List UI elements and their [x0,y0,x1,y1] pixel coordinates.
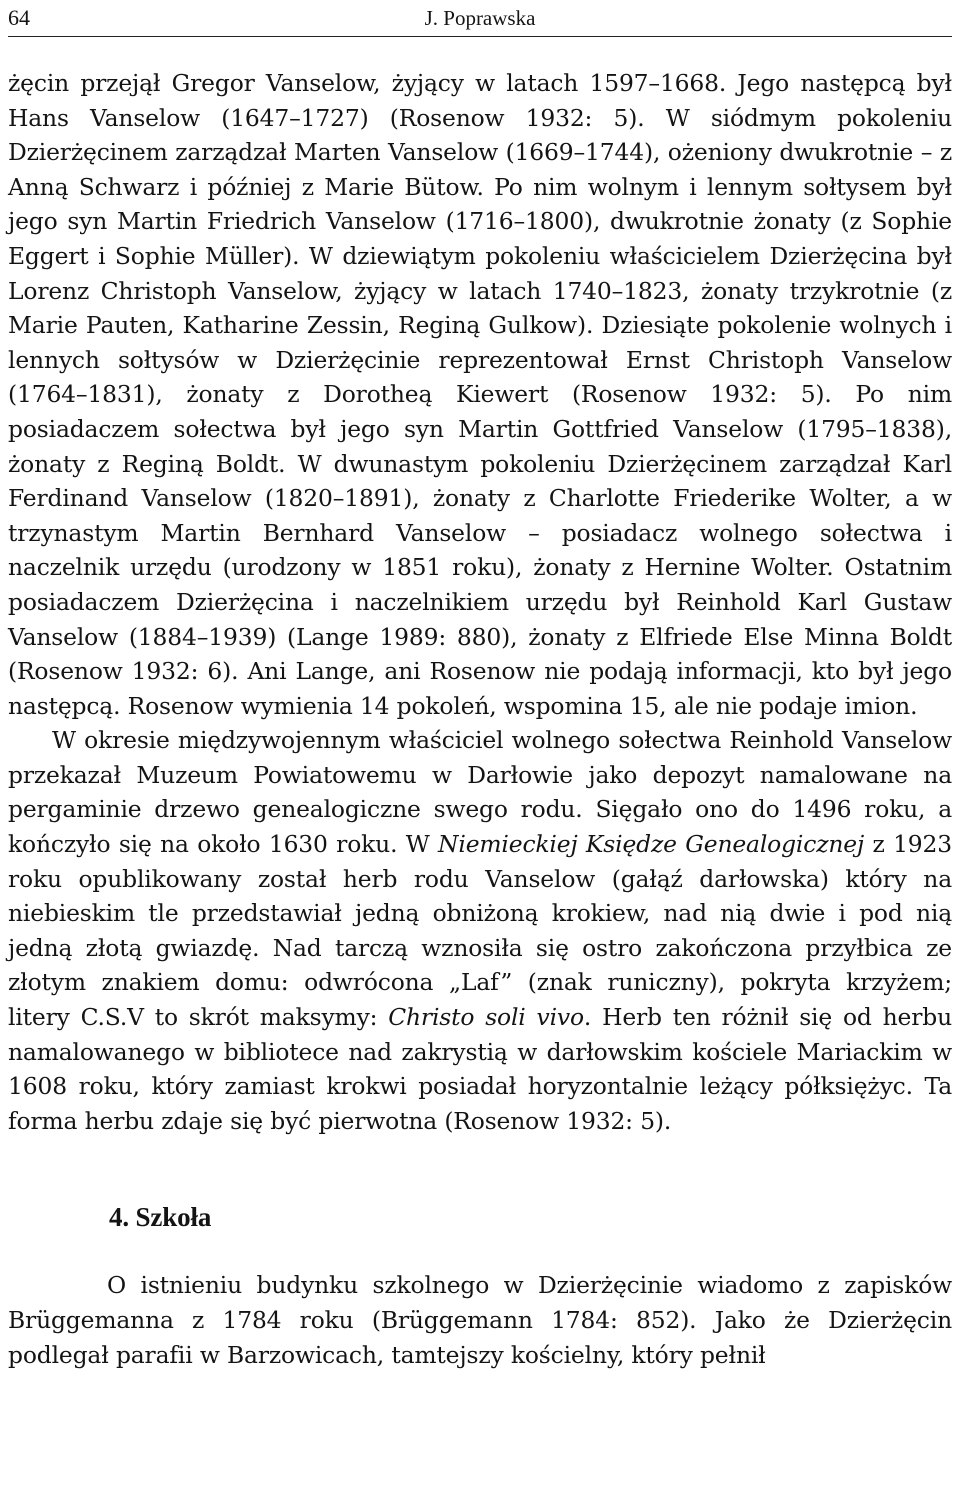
paragraph-genealogy-text: żęcin przejął Gregor Vanselow, żyjący w latach 1597–1668. Jego następcą był Hans Vanselow (1647–1727) (Rosenow 1932: 5). W siódmym pokoleniu Dzierżęcinem zarządzał Marten Vanselow (1669–1744), ożeniony dwukrotnie – z Anną Schwarz i później z Marie Bütow. Po nim wolnym i lennym sołtysem był jego syn Martin Friedrich Vanselow (1716–1800), dwukrotnie żonaty (z Sophie Eggert i Sophie Müller). W dziewiątym pokoleniu właścicielem Dzierżęcina był Lorenz Christoph Vanselow, żyjący w latach 1740–1823, żonaty trzykrotnie (z Marie Pauten, Katharine Zessin, Reginą Gulkow). Dziesiąte pokolenie wolnych i lennych sołtysów w Dzierżęcinie reprezentował Ernst Christoph Vanselow (1764–1831), żonaty z Dorotheą Kiewert (Rosenow 1932: 5). Po nim posiadaczem sołectwa był jego syn Martin Gottfried Vanselow (1795–1838), żonaty z Reginą Boldt. W dwunastym pokoleniu Dzierżęcinem zarządzał Karl Ferdinand Vanselow (1820–1891), żonaty z Charlotte Friederike Wolter, a w trzynastym Martin Bernhard Vanselow – posiadacz wolnego sołectwa i naczelnik urzędu (urodzony w 1851 roku), żonaty z Hernine Wolter. Ostatnim posiadaczem Dzierżęcina i naczelnikiem urzędu był Reinhold Karl Gustaw Vanselow (1884–1939) (Lange 1989: 880), żonaty z Elfriede Else Minna Boldt (Rosenow 1932: 6). Ani Lange, ani Rosenow nie podają informacji, kto był jego następcą. Rosenow wymienia 14 pokoleń, wspomina 15, ale nie podaje imion. [8,69,952,720]
motto-italic: Christo soli vivo [388,1003,584,1032]
page-number: 64 [8,5,30,30]
section-paragraph-text: O istnieniu budynku szkolnego w Dzierżęcinie wiadomo z zapisków Brüggemanna z 1784 roku (Brüggemann 1784: 852). Jako że Dzierżęcin podlegał parafii w Barzowicach, tamtejszy kościelny, który pełnił [8,1271,952,1369]
book-title-italic: Niemieckiej Księdze Genealogicznej [438,830,865,859]
paragraph-coat-of-arms-text-1: W okresie międzywojennym właściciel wolnego sołectwa Reinhold Vanselow przekazał Muzeum Powiatowemu w Darłowie jako depozyt namalowane na pergaminie drzewo genealogiczne swego rodu. Sięgało ono do 1496 roku, a kończyło się na około 1630 roku. W [8,726,952,859]
page-header [8,0,952,37]
paragraph-coat-of-arms-text-2: z 1923 roku opublikowany został herb rodu Vanselow (gałąź darłowska) który na niebieskim tle przedstawiał jedną obniżoną krokiew, nad nią dwie i pod nią jedną złotą gwiazdę. Nad tarczą wznosiła się ostro zakończona przyłbica ze złotym znakiem domu: odwrócona „Laf” (znak runiczny), pokryta krzyżem; litery C.S.V to skrót maksymy: [8,830,952,1032]
page-body [8,66,952,1372]
section-paragraph [8,1268,952,1372]
paragraph-coat-of-arms [8,723,952,1138]
running-head-author: J. Poprawska [424,5,536,30]
paragraph-genealogy [8,66,952,723]
section-heading: 4. Szkoła [109,1202,212,1233]
paragraph-coat-of-arms-text-3: . Herb ten różnił się od herbu namalowanego w bibliotece nad zakrystią w darłowskim kościele Mariackim w 1608 roku, który zamiast krokwi posiadał horyzontalnie leżący półksiężyc. Ta forma herbu zdaje się być pierwotna (Rosenow 1932: 5). [8,1003,952,1135]
